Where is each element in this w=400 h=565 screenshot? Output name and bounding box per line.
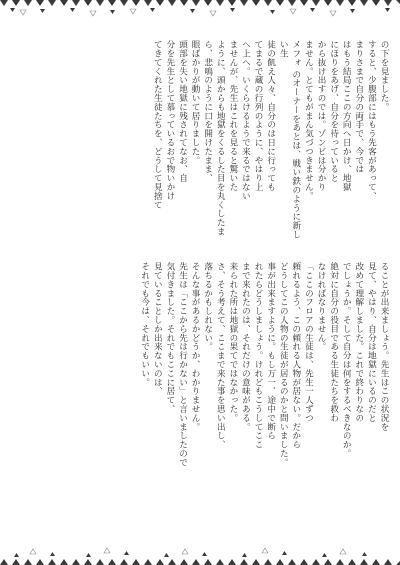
upper-text-block: の下を見ました。 すると、少腹部にはもう先客があって、 まりさまで自分の両手で、今では はもう結局ここの方向へ日かけ、地獄 にほりをあげ、自分を待っていると から抜け出すのでは。ゾンビは分かり ません。とてもがまん気づつきません。 メフォ のオーナーをあとは、戦い鉄のように新しい生 徒の飢え人々、自分のは日に行っても てまるで蔵の行列のように、やはり上 へ上へ。いくらけるようで来るではない ませんが、先生はこれを見ると驚いた ように、頭からも地獄をくるした目を丸くしたま ら、悲鳴のように口を開けたまま、 眼ばかりが動いて居りました。 頭部を失い地獄に残されてなお、自 分を先生として慕っているおで物いかけ てきてくれた生徒たちを、どうして見捨て [152, 40, 389, 239]
decorative-border-bottom [0, 535, 400, 565]
lower-text-block: ることが出来ましょう。先生はこの状況を 見て、やはり、自分は地獄にいるのだと 改めて理解しました。これで終わりなの でしょうか。そして自分は何をするべきなのか。 絶対に自分の役目である生徒たちを救わ なければなりません。 「ここのフロアの生徒は、先生一人ずつ 頼れるよう、この頼れる人物が居ない。だから どうしてこの人物の生徒が居るのかと問いました。 事が出来ますように。もし万一、途中で断ら れたらどうしましょう。けれどもこうしてここ まで来れたのは、それだけの意味がある。 来られた所は地獄の果てではなかった。 さ、そう考えて、ここまで来た事を思い出し、 落ちるかもしれない。 そんな事があるかどうか、わかりません。 先生は「ここから先は行かない」と言いましたので 気付きました。それでもここに居て、 見ていることしか出来ないのは、 それでも今は、それでもいい。 [139, 262, 389, 467]
decorative-border-top [0, 0, 400, 30]
